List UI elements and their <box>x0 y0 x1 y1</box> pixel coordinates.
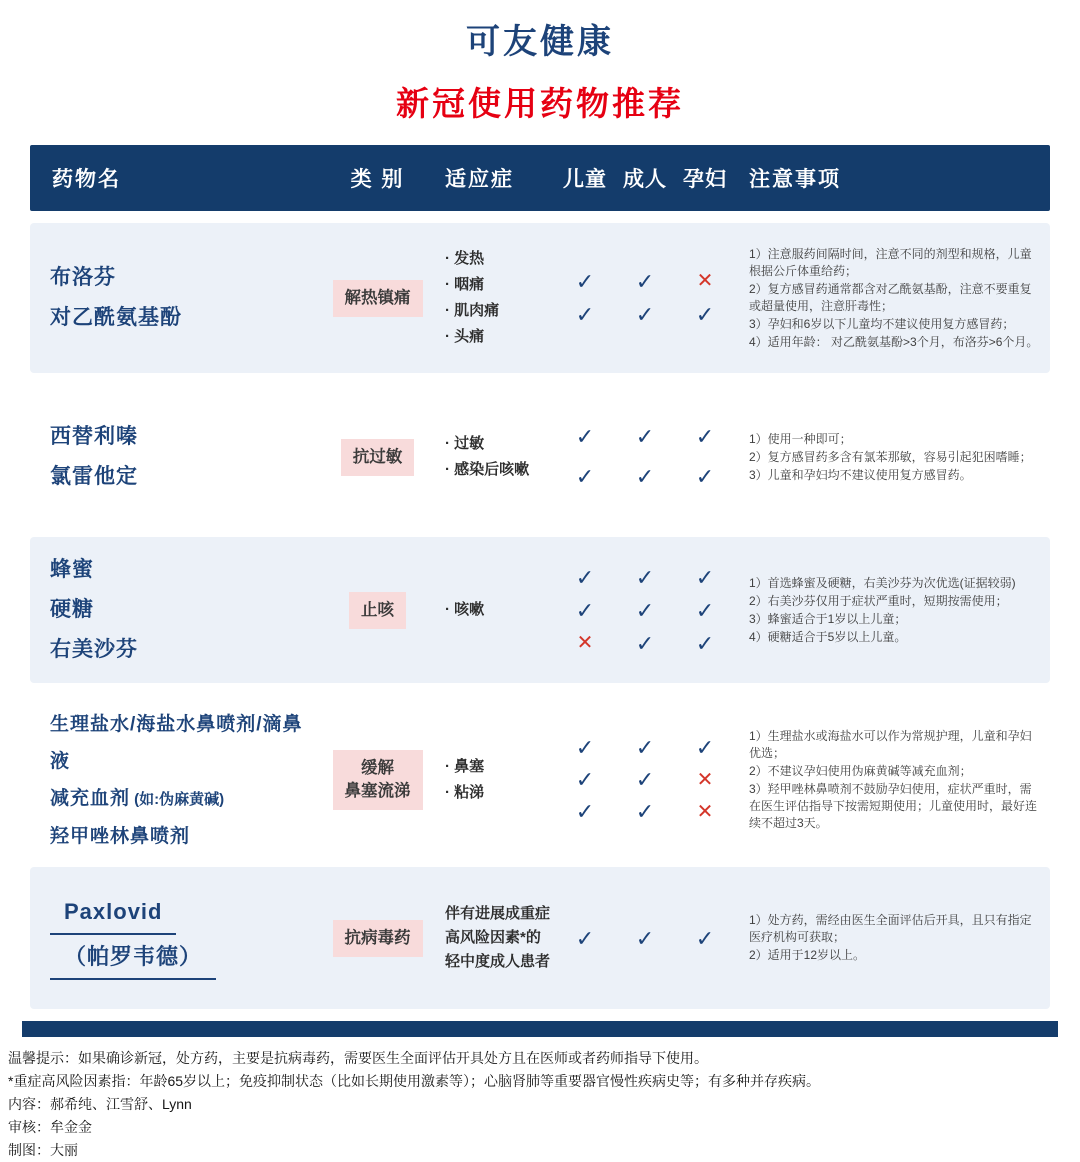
adult-marks-cell <box>615 922 675 955</box>
footer-design-credit: 制图：大丽 <box>8 1142 78 1158</box>
check-icon: ✓ <box>575 925 595 951</box>
drug-name-text: Paxlovid <box>50 897 176 935</box>
indications-cell <box>435 902 555 974</box>
category-cell <box>320 439 435 476</box>
check-icon: ✓ <box>695 302 715 327</box>
indication-item: · 咽痛 <box>445 276 485 293</box>
notes-cell <box>735 245 1050 352</box>
category-chip-line: 止咳 <box>361 600 394 619</box>
notes-cell <box>735 574 1050 647</box>
indications-cell <box>435 754 555 806</box>
pregnant-marks-cell <box>675 561 735 660</box>
drug-name <box>50 780 320 818</box>
indication-item: · 发热 <box>445 250 485 267</box>
indications-cell <box>435 431 555 483</box>
notes-cell <box>735 911 1050 965</box>
category-chip-line: 缓解 <box>361 759 394 777</box>
drug-name-text: 布洛芬 <box>50 266 116 289</box>
child-marks-cell <box>555 265 615 331</box>
footer-tip: 温馨提示：如果确诊新冠，处方药，主要是抗病毒药，需要医生全面评估开具处方且在医师或者药师指导下使用。 <box>8 1050 708 1066</box>
child-marks-cell <box>555 417 615 497</box>
drug-name-text: 生理盐水/海盐水鼻喷剂/滴鼻液 <box>50 713 303 772</box>
col-header-adults: 成人 <box>623 168 667 191</box>
table-row <box>30 701 1050 859</box>
check-icon: ✓ <box>695 564 715 590</box>
drug-name <box>50 818 320 855</box>
drug-name-text: 减充血剂 <box>50 787 131 809</box>
drug-name-text: 氯雷他定 <box>50 465 138 488</box>
indication-item: · 鼻塞 <box>445 758 485 775</box>
drug-name <box>50 942 320 980</box>
col-header-children: 儿童 <box>563 168 607 191</box>
cross-icon: ✕ <box>696 801 714 823</box>
table-body <box>30 223 1050 1009</box>
indications-cell <box>435 246 555 350</box>
note-line: 1）处方药，需经由医生全面评估后开具，且只有指定医疗机构可获取； <box>749 913 1032 944</box>
check-icon: ✓ <box>695 464 715 489</box>
check-icon: ✓ <box>635 302 655 327</box>
check-icon: ✓ <box>635 630 655 656</box>
indication-item: · 肌肉痛 <box>445 302 500 319</box>
note-line: 3）羟甲唑林鼻喷剂不鼓励孕妇使用，症状严重时，需在医生评估指导下按需短期使用；儿童使用时，最好连续不超过3天。 <box>749 782 1038 830</box>
adult-marks-cell <box>615 265 675 331</box>
check-icon: ✓ <box>575 464 595 489</box>
col-header-indications: 适应症 <box>445 168 514 191</box>
pregnant-marks-cell <box>675 265 735 331</box>
check-icon: ✓ <box>695 630 715 656</box>
category-chip-line: 抗过敏 <box>352 447 403 466</box>
note-line: 2）复方感冒药多含有氯苯那敏，容易引起犯困嗜睡； <box>749 449 1032 464</box>
category-chip <box>333 280 423 317</box>
footer <box>0 1037 1080 1162</box>
drug-name-text: 右美沙芬 <box>50 638 138 661</box>
check-icon: ✓ <box>635 597 655 623</box>
check-icon: ✓ <box>575 799 595 824</box>
check-icon: ✓ <box>695 735 715 760</box>
category-cell <box>320 592 435 629</box>
drug-name-text: 羟甲唑林鼻喷剂 <box>50 825 191 847</box>
drug-name-text: （帕罗韦德） <box>50 942 216 980</box>
col-header-drug-name: 药物名 <box>52 168 121 191</box>
note-line: 3）儿童和孕妇均不建议使用复方感冒药。 <box>749 467 972 482</box>
note-line: 1）首选蜂蜜及硬糖，右美沙芬为次优选(证据较弱) <box>749 575 1016 590</box>
page-title: 可友健康 <box>466 23 614 61</box>
drug-name <box>50 550 320 590</box>
indication-item: · 咳嗽 <box>445 601 485 618</box>
drug-name-cell <box>30 417 320 497</box>
check-icon: ✓ <box>575 302 595 327</box>
check-icon: ✓ <box>635 564 655 590</box>
note-line: 2）右美沙芬仅用于症状严重时，短期按需使用； <box>749 593 1008 608</box>
drug-name <box>50 897 320 935</box>
note-line: 2）适用于12岁以上。 <box>749 948 866 962</box>
cross-icon: ✕ <box>696 769 714 791</box>
category-chip <box>341 439 415 476</box>
footer-review-credit: 审核：牟金金 <box>8 1119 92 1135</box>
category-chip <box>349 592 406 629</box>
drug-name-cell <box>30 550 320 670</box>
check-icon: ✓ <box>695 424 715 449</box>
col-header-precautions: 注意事项 <box>749 168 841 191</box>
pregnant-marks-cell <box>675 922 735 955</box>
indications-cell <box>435 597 555 623</box>
indication-item: · 头痛 <box>445 328 485 345</box>
check-icon: ✓ <box>635 269 655 294</box>
note-line: 3）蜂蜜适合于1岁以上儿童； <box>749 611 907 626</box>
table-row <box>30 867 1050 1009</box>
child-marks-cell <box>555 922 615 955</box>
indication-item: 轻中度成人患者 <box>445 953 551 970</box>
child-marks-cell <box>555 561 615 660</box>
category-cell <box>320 750 435 810</box>
drug-name-text: 对乙酰氨基酚 <box>50 306 182 329</box>
category-chip-line: 抗病毒药 <box>344 928 411 947</box>
check-icon: ✓ <box>575 564 595 590</box>
adult-marks-cell <box>615 417 675 497</box>
note-line: 1）注意服药间隔时间，注意不同的剂型和规格，儿童根据公斤体重给药； <box>749 246 1032 278</box>
category-chip <box>333 750 423 810</box>
footer-divider-bar <box>22 1021 1058 1037</box>
category-chip <box>333 920 423 957</box>
drug-name-text: 蜂蜜 <box>50 558 94 581</box>
table-row <box>30 397 1050 517</box>
note-line: 1）使用一种即可； <box>749 431 852 446</box>
child-marks-cell <box>555 732 615 828</box>
category-chip-line: 鼻塞流涕 <box>344 782 411 800</box>
check-icon: ✓ <box>575 424 595 449</box>
note-line: 3）孕妇和6岁以下儿童均不建议使用复方感冒药； <box>749 316 1015 331</box>
check-icon: ✓ <box>575 735 595 760</box>
drug-name <box>50 457 320 497</box>
col-header-pregnant: 孕妇 <box>683 168 727 191</box>
indication-item: 高风险因素*的 <box>445 929 541 946</box>
drug-name <box>50 590 320 630</box>
check-icon: ✓ <box>575 597 595 623</box>
note-line: 2）不建议孕妇使用伪麻黄碱等减充血剂； <box>749 764 972 778</box>
pregnant-marks-cell <box>675 417 735 497</box>
table-row <box>30 223 1050 373</box>
notes-cell <box>735 430 1050 485</box>
drug-name <box>50 258 320 298</box>
check-icon: ✓ <box>635 925 655 951</box>
drug-name <box>50 630 320 670</box>
check-icon: ✓ <box>635 799 655 824</box>
cross-icon: ✕ <box>696 270 714 292</box>
col-header-category: 类 别 <box>350 168 405 191</box>
check-icon: ✓ <box>575 767 595 792</box>
check-icon: ✓ <box>635 735 655 760</box>
drug-name <box>50 706 320 780</box>
check-icon: ✓ <box>635 767 655 792</box>
cross-icon: ✕ <box>576 631 594 654</box>
check-icon: ✓ <box>635 464 655 489</box>
drug-name-cell <box>30 706 320 855</box>
footer-content-credit: 内容：郝希纯、江雪舒、Lynn <box>8 1096 192 1112</box>
adult-marks-cell <box>615 732 675 828</box>
drug-name <box>50 417 320 457</box>
table-header-row <box>30 145 1050 211</box>
page-subtitle: 新冠使用药物推荐 <box>396 85 684 122</box>
category-cell <box>320 280 435 317</box>
category-cell <box>320 920 435 957</box>
indication-item: · 过敏 <box>445 435 485 452</box>
pregnant-marks-cell <box>675 732 735 828</box>
note-line: 4）适用年龄： 对乙酰氨基酚>3个月，布洛芬>6个月。 <box>749 334 1039 349</box>
drug-subtext: (如:伪麻黄碱) <box>130 790 225 808</box>
indication-item: · 粘涕 <box>445 784 485 801</box>
table-row <box>30 537 1050 683</box>
drug-name-cell <box>30 258 320 338</box>
check-icon: ✓ <box>635 424 655 449</box>
drug-name-cell <box>30 890 320 987</box>
drug-name-text: 西替利嗪 <box>50 425 138 448</box>
adult-marks-cell <box>615 561 675 660</box>
note-line: 4）硬糖适合于5岁以上儿童。 <box>749 629 907 644</box>
note-line: 1）生理盐水或海盐水可以作为常规护理，儿童和孕妇优选； <box>749 729 1032 760</box>
note-line: 2）复方感冒药通常都含对乙酰氨基酚，注意不要重复或超量使用，注意肝毒性； <box>749 281 1032 313</box>
check-icon: ✓ <box>575 269 595 294</box>
category-chip-line: 解热镇痛 <box>344 288 411 307</box>
check-icon: ✓ <box>695 925 715 951</box>
notes-cell <box>735 727 1050 833</box>
medication-table <box>30 145 1050 1009</box>
indication-item: · 感染后咳嗽 <box>445 461 530 478</box>
indication-item: 伴有进展成重症 <box>445 905 551 922</box>
drug-name <box>50 298 320 338</box>
check-icon: ✓ <box>695 597 715 623</box>
footer-risk-note: *重症高风险因素指：年龄65岁以上；免疫抑制状态（比如长期使用激素等）；心脑肾肺等重要器官慢性疾病史等；有多种并存疾病。 <box>8 1073 821 1089</box>
drug-name-text: 硬糖 <box>50 598 94 621</box>
